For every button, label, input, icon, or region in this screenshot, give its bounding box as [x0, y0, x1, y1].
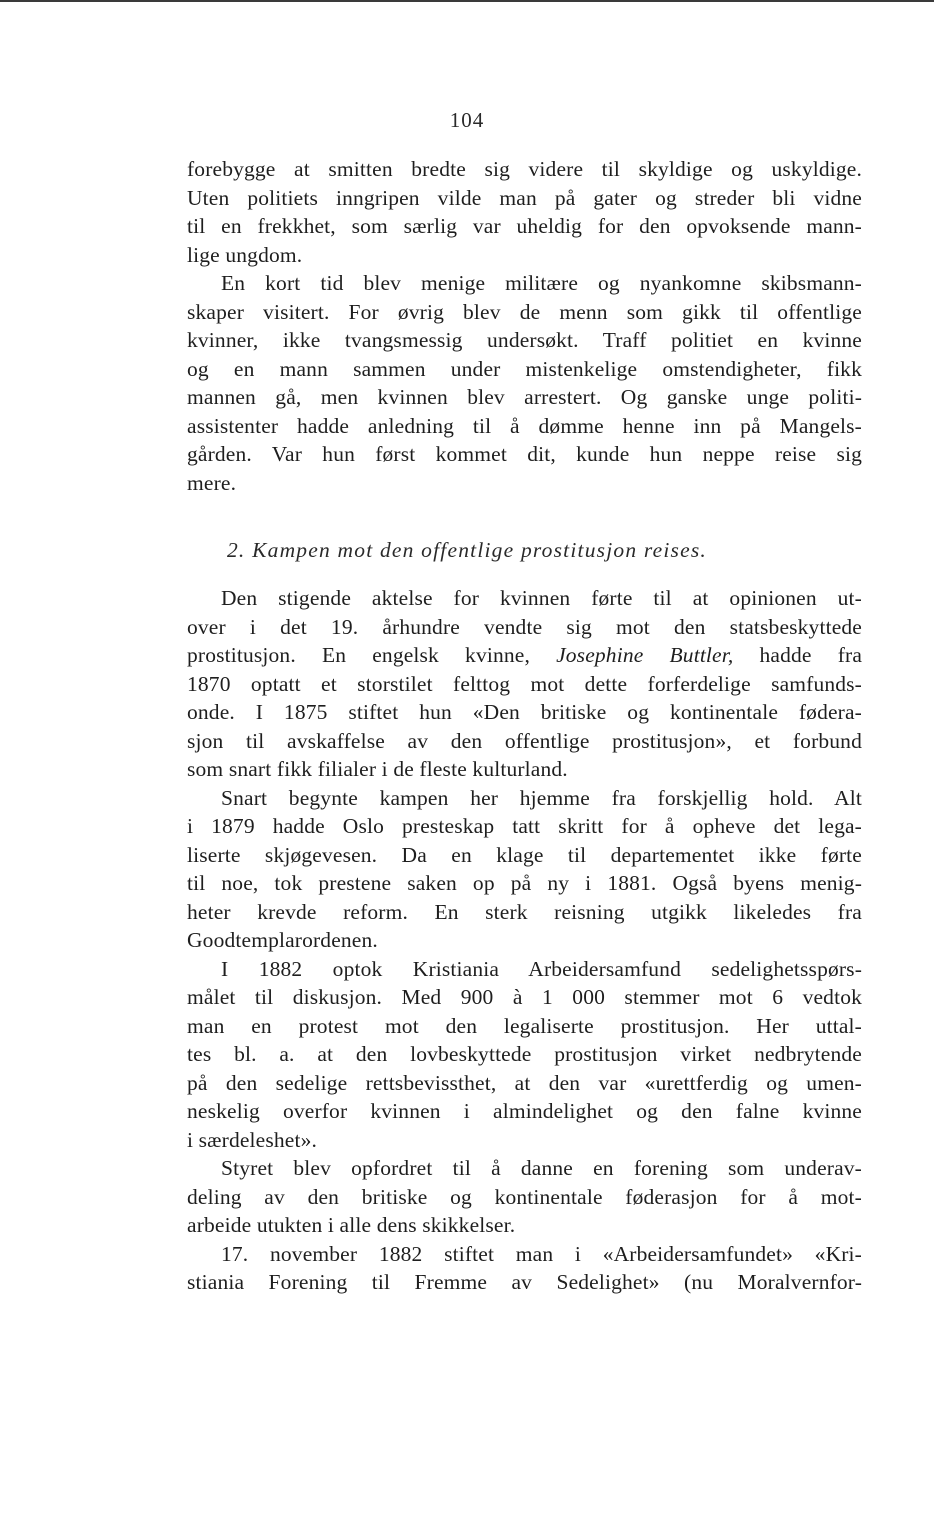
paragraph — [187, 784, 862, 955]
paragraph — [187, 1240, 862, 1297]
text-run: hadde fra — [733, 643, 863, 667]
paragraph — [187, 955, 862, 1155]
paragraph-josephine — [187, 584, 862, 784]
paragraph — [187, 269, 862, 497]
text-line: tes bl. a. at den lovbeskyttede prostitusjon virket nedbrytende — [187, 1042, 862, 1066]
text-line: sjon til avskaffelse av den offentlige prostitusjon», et forbund — [187, 728, 862, 753]
text-line: og en mann sammen under mistenkelige omstendigheter, fikk — [187, 356, 862, 381]
person-name-italic: Josephine Buttler, — [556, 643, 734, 667]
text-line: 17. november 1882 stiftet man i «Arbeidersamfundet» «Kri- — [221, 1241, 862, 1266]
text-line: heter krevde reform. En sterk reisning utgikk likeledes fra — [187, 899, 862, 924]
text-block-bottom — [187, 584, 862, 1297]
text-line: skaper visitert. For øvrig blev de menn som gikk til offentlige — [187, 299, 862, 324]
paragraph — [187, 155, 862, 269]
text-line: I 1882 optok Kristiania Arbeidersamfund sedelighetsspørs- — [221, 956, 862, 981]
text-line: arbeide utukten i alle dens skikkelser. — [187, 1213, 516, 1237]
section-heading: 2. Kampen mot den offentlige prostitusjon reises. — [226, 538, 707, 562]
page-number: 104 — [449, 108, 485, 132]
text-block-top — [187, 155, 862, 497]
text-line: over i det 19. århundre vendte sig mot den statsbeskyttede — [187, 614, 862, 639]
text-line: som snart fikk filialer i de fleste kulturland. — [187, 757, 568, 781]
text-line: 1870 optatt et storstilet felttog mot dette forferdelige samfunds- — [187, 671, 862, 696]
text-line: assistenter hadde anledning til å dømme henne inn på Mangels- — [187, 413, 862, 438]
text-line: lige ungdom. — [187, 242, 303, 267]
text-line: kvinner, ikke tvangsmessig undersøkt. Traff politiet en kvinne — [187, 328, 862, 352]
text-line: forebygge at smitten bredte sig videre til skyldige og uskyldige. — [187, 157, 862, 181]
text-line: mere. — [187, 470, 237, 495]
text-line: gården. Var hun først kommet dit, kunde hun neppe reise sig — [187, 442, 862, 466]
text-line: stiania Forening til Fremme av Sedelighet» (nu Moralvernfor- — [187, 1270, 862, 1294]
text-line: mannen gå, men kvinnen blev arrestert. Og ganske unge politi- — [187, 385, 862, 409]
text-line: Styret blev opfordret til å danne en forening som underav- — [221, 1156, 862, 1180]
text-line: til noe, tok prestene saken op på ny i 1881. Også byens menig- — [187, 871, 862, 895]
text-line: En kort tid blev menige militære og nyankomne skibsmann- — [221, 271, 862, 295]
text-line: liserte skjøgevesen. Da en klage til departementet ikke førte — [187, 842, 862, 867]
text-line: til en frekkhet, som særlig var uheldig for den opvoksende mann- — [187, 214, 862, 238]
text-line: på den sedelige rettsbevissthet, at den var «urettferdig og umen- — [187, 1070, 862, 1095]
text-line: onde. I 1875 stiftet hun «Den britiske og kontinentale føderа- — [187, 700, 862, 724]
paragraph — [187, 1154, 862, 1240]
text-line: neskelig overfor kvinnen i almindelighet og den falne kvinne — [187, 1099, 862, 1123]
text-line: Uten politiets inngripen vilde man på gater og streder bli vidne — [187, 185, 862, 210]
text-line: i særdeleshet». — [187, 1127, 318, 1152]
top-border-rule — [0, 0, 934, 2]
text-run: prostitusjon. En engelsk kvinne, — [187, 643, 557, 667]
text-line — [187, 641, 862, 670]
text-line: målet til diskusjon. Med 900 à 1 000 stemmer mot 6 vedtok — [187, 985, 862, 1009]
text-line: man en protest mot den legaliserte prostitusjon. Her uttal- — [187, 1013, 862, 1038]
text-line: Goodtemplarordenen. — [187, 928, 378, 952]
text-line: Snart begynte kampen her hjemme fra forskjellig hold. Alt — [221, 785, 862, 810]
text-line: i 1879 hadde Oslo presteskap tatt skritt for å opheve det lega- — [187, 814, 862, 838]
text-line: Den stigende aktelse for kvinnen førte til at opinionen ut- — [221, 586, 862, 610]
text-line: deling av den britiske og kontinentale føderasjon for å mot- — [187, 1184, 862, 1209]
